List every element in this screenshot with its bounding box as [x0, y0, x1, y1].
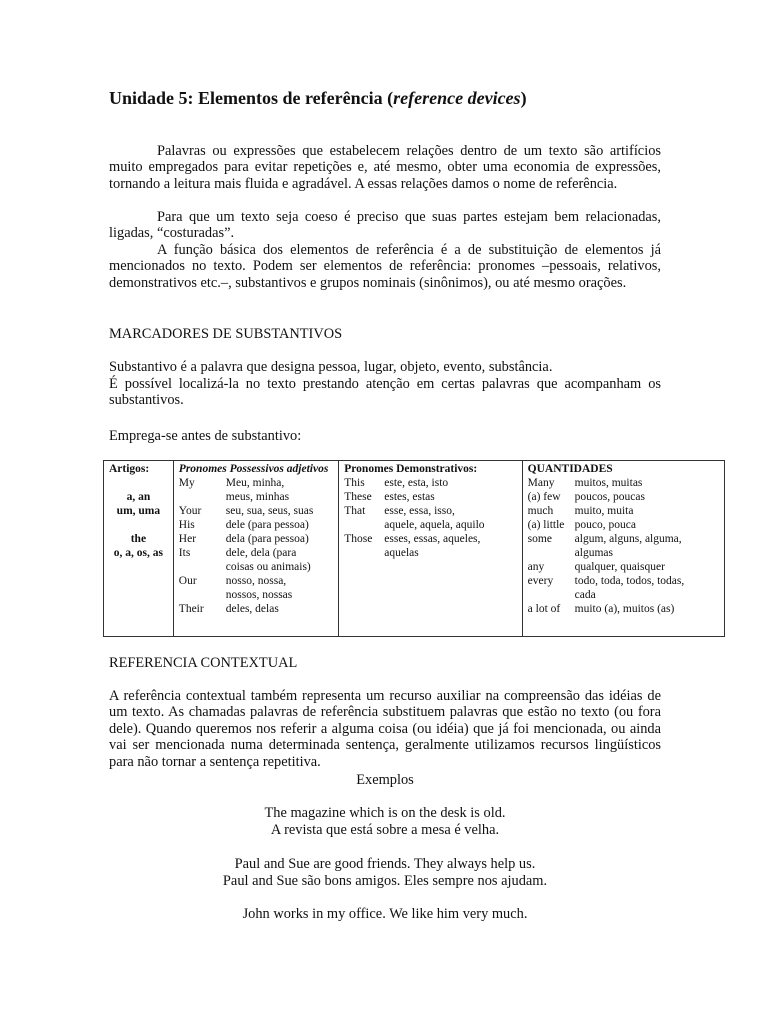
page-title: Unidade 5: Elementos de referência (reference devices) — [109, 88, 527, 108]
table-row: cada — [574, 589, 596, 601]
example-line: Paul and Sue são bons amigos. Eles sempre nos ajudam. — [222, 873, 548, 889]
table-row: Our nosso, nossa, — [178, 575, 287, 587]
intro-paragraph-3: A função básica dos elementos de referência é a de substituição de elementos já mencionados no texto. Podem ser elementos de referência: pronomes –pessoais, relativos, demonstrativos etc.–, substantivos e grupos nominais (sinônimos), ou até mesmo orações. — [109, 242, 661, 291]
examples-label: Exemplos — [356, 772, 414, 788]
example-line: John works in my office. We like him very much. — [242, 906, 528, 922]
table-row: algumas — [574, 547, 613, 559]
section-heading-marcadores: MARCADORES DE SUBSTANTIVOS — [109, 326, 343, 342]
table-row: some algum, alguns, alguma, — [527, 533, 682, 545]
artigo-item: um, uma — [116, 505, 161, 517]
table-row: (a) few poucos, poucas — [527, 491, 645, 503]
marcadores-paragraph-3: Emprega-se antes de substantivo: — [109, 428, 302, 444]
demonstrativos-title: Pronomes Demonstrativos: — [344, 463, 478, 475]
artigos-column — [104, 461, 174, 636]
noun-markers-table — [103, 460, 725, 637]
example-line: The magazine which is on the desk is old. — [264, 805, 506, 821]
table-row: aquelas — [384, 547, 419, 559]
table-row: Your seu, sua, seus, suas — [178, 505, 314, 517]
table-row: (a) little pouco, pouca — [527, 519, 636, 531]
marcadores-paragraph-2: É possível localizá-la no texto prestando atenção em certas palavras que acompanham os substantivos. — [109, 376, 661, 409]
table-row: Those esses, essas, aqueles, — [344, 533, 481, 545]
table-row: Her dela (para pessoa) — [178, 533, 309, 545]
table-row: His dele (para pessoa) — [178, 519, 309, 531]
table-row: That esse, essa, isso, — [344, 505, 455, 517]
table-row: every todo, toda, todos, todas, — [527, 575, 685, 587]
marcadores-paragraph-1: Substantivo é a palavra que designa pessoa, lugar, objeto, evento, substância. — [109, 359, 553, 375]
artigo-item: a, an — [126, 491, 151, 503]
table-row: coisas ou animais) — [225, 561, 311, 573]
example-line: A revista que está sobre a mesa é velha. — [270, 822, 500, 838]
quantidades-column — [523, 461, 724, 636]
table-row: Its dele, dela (para — [178, 547, 297, 559]
table-row: Their deles, delas — [178, 603, 279, 615]
table-row: much muito, muita — [527, 505, 634, 517]
example-line: Paul and Sue are good friends. They always help us. — [234, 856, 536, 872]
table-row: a lot of muito (a), muitos (as) — [527, 603, 675, 615]
section-heading-contextual: REFERENCIA CONTEXTUAL — [109, 655, 298, 671]
possessivos-title: Pronomes Possessivos adjetivos — [178, 463, 329, 475]
table-row: nossos, nossas — [225, 589, 293, 601]
table-row: meus, minhas — [225, 491, 290, 503]
possessivos-column — [174, 461, 339, 636]
table-row: any qualquer, quaisquer — [527, 561, 665, 573]
artigos-title: Artigos: — [109, 463, 150, 475]
table-row: Many muitos, muitas — [527, 477, 643, 489]
table-row: This este, esta, isto — [344, 477, 449, 489]
contextual-paragraph: A referência contextual também representa um recurso auxiliar na compreensão das idéias de um texto. As chamadas palavras de referência substituem palavras que estão no texto (ou fora dele). Quando queremos nos referir a alguma coisa (ou idéia) que já foi mencionada, ou ainda vai ser mencionada numa determinada sentença, geralmente utilizamos recursos lingüísticos para não tornar a sentença repetitiva. — [109, 688, 661, 770]
quantidades-title: QUANTIDADES — [527, 463, 613, 475]
table-row: My Meu, minha, — [178, 477, 285, 489]
intro-paragraph-1: Palavras ou expressões que estabelecem relações dentro de um texto são artifícios muito empregados para evitar repetições e, até mesmo, obter uma economia de expressões, tornando a leitura mais fluida e agradável. A essas relações damos o nome de referência. — [109, 143, 661, 192]
demonstrativos-column — [339, 461, 522, 636]
artigo-item: o, a, os, as — [113, 547, 163, 559]
table-row: These estes, estas — [344, 491, 435, 503]
table-row: aquele, aquela, aquilo — [384, 519, 485, 531]
intro-paragraph-2: Para que um texto seja coeso é preciso que suas partes estejam bem relacionadas, ligadas, “costuradas”. — [109, 209, 661, 242]
artigo-item: the — [130, 533, 147, 545]
